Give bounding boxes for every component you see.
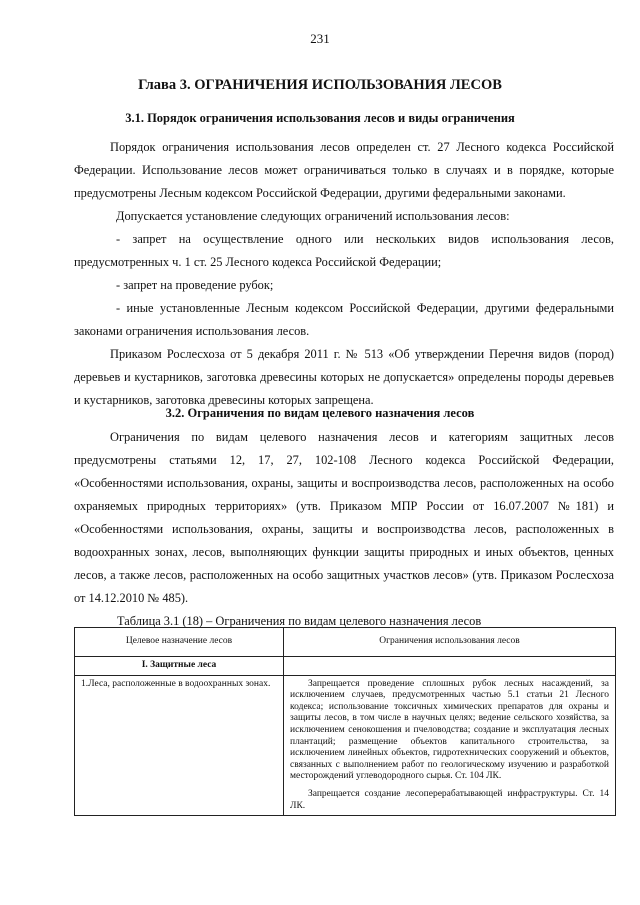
paragraph-allowed-limits: Допускается установление следующих ограничений использования лесов:	[116, 209, 510, 223]
list-item: - иные установленные Лесным кодексом Российской Федерации, другими федеральными законами ограничения использования лесов.	[74, 301, 614, 338]
restriction-text: Запрещается проведение сплошных рубок лесных насаждений, за исключением случаев, предусмотренных частью 5.1 статьи 21 Лесного кодекса; использование токсичных химических препаратов для охраны и защиты лесов, в том числе в научных целях; ведение сельского хозяйства, за исключением сенокошения и пчеловодства; создание и эксплуатация лесных плантаций; размещение объектов капитального строительства, за исключением линейных объектов, гидротехнических сооружений и объектов, связанных с выполнением работ по геологическому изучению и разработкой месторождений углеводородного сырья. Ст. 104 ЛК.	[290, 678, 609, 782]
paragraph-order: Порядок ограничения использования лесов определен ст. 27 Лесного кодекса Российской Федерации. Использование лесов может ограничиваться только в случаях и в порядке, которые предусмотрены Лесным кодексом Российской Федерации, другими федеральными законами.	[74, 140, 614, 200]
paragraph-decree: Приказом Рослесхоза от 5 декабря 2011 г. № 513 «Об утверждении Перечня видов (пород) деревьев и кустарников, заготовка древесины которых не допускается» определены породы деревьев и кустарников, заготовка древесины которых запрещена.	[74, 347, 614, 407]
chapter-title: Глава 3. ОГРАНИЧЕНИЯ ИСПОЛЬЗОВАНИЯ ЛЕСОВ	[138, 77, 502, 93]
restriction-cell	[284, 675, 616, 816]
restriction-text: Запрещается создание лесоперерабатывающей инфраструктуры. Ст. 14 ЛК.	[290, 788, 609, 811]
table-row	[75, 675, 616, 816]
column-header: Целевое назначение лесов	[75, 628, 284, 657]
paragraph-target-limits: Ограничения по видам целевого назначения лесов и категориям защитных лесов предусмотрены статьями 12, 17, 27, 102-108 Лесного кодекса Российской Федерации, «Особенностями использования, охраны, защиты и воспроизводства лесов, расположенных на особо охраняемых природных территориях» (утв. Приказом МПР России от 16.07.2007 №181) и «Особенностями использования, охраны, защиты и воспроизводства лесов, расположенных в водоохранных зонах, лесов, выполняющих функции защиты природных и иных объектов, ценных лесов, а также лесов, расположенных на особо защитных участков лесов» (утв. Приказом Рослесхоза от 14.12.2010 № 485).	[74, 430, 614, 605]
table-caption: Таблица 3.1 (18) – Ограничения по видам целевого назначения лесов	[117, 614, 482, 628]
section-3-2-body	[74, 426, 614, 610]
limits-table	[74, 627, 616, 816]
table-header-row	[75, 628, 616, 657]
list-item: - запрет на осуществление одного или нескольких видов использования лесов, предусмотренных ч. 1 ст. 25 Лесного кодекса Российской Федерации;	[74, 232, 614, 269]
section-title-3-2: 3.2. Ограничения по видам целевого назначения лесов	[165, 406, 475, 420]
section-3-1-body	[74, 136, 614, 412]
list-item: - запрет на проведение рубок;	[116, 278, 274, 292]
group-label: I. Защитные леса	[75, 657, 284, 676]
table-group-row	[75, 657, 616, 676]
page-number: 231	[310, 31, 330, 46]
purpose-cell: 1.Леса, расположенные в водоохранных зонах.	[75, 675, 284, 816]
section-title-3-1: 3.1. Порядок ограничения использования лесов и виды ограничения	[125, 111, 515, 125]
group-empty-cell	[284, 657, 616, 676]
column-header: Ограничения использования лесов	[284, 628, 616, 657]
